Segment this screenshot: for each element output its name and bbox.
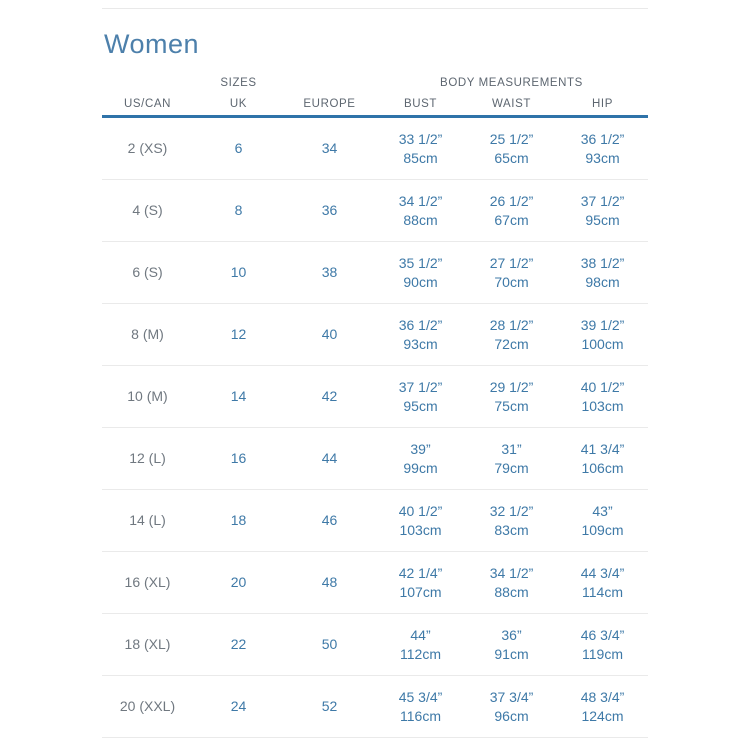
cell-bust (375, 440, 466, 478)
cell-waist (466, 440, 557, 478)
measurement-inches: 34 1/2” (398, 192, 443, 209)
cell-europe: 34 (321, 140, 338, 156)
measurement-inches: 25 1/2” (489, 130, 534, 147)
column-header-waist: WAIST (492, 98, 531, 110)
measurement-cm: 67cm (494, 211, 529, 228)
measurement-inches: 33 1/2” (398, 130, 443, 147)
table-row (102, 366, 648, 428)
measurement-inches: 45 3/4” (398, 688, 443, 705)
measurement-cm: 90cm (403, 273, 438, 290)
cell-bust (375, 378, 466, 416)
measurement-inches: 42 1/4” (398, 564, 443, 581)
cell-europe: 36 (321, 202, 338, 218)
measurement-cm: 124cm (581, 707, 624, 724)
measurement-inches: 32 1/2” (489, 502, 534, 519)
cell-us-can: 10 (M) (127, 388, 168, 404)
table-row (102, 242, 648, 304)
measurement-cm: 98cm (585, 273, 620, 290)
measurement-cm: 88cm (403, 211, 438, 228)
cell-hip (557, 564, 648, 602)
table-group-header-row (102, 77, 648, 93)
measurement-cm: 65cm (494, 149, 529, 166)
women-size-chart-table (102, 77, 648, 738)
cell-uk: 12 (230, 326, 247, 342)
cell-uk: 14 (230, 388, 247, 404)
column-header-bust: BUST (403, 98, 438, 110)
cell-uk: 10 (230, 264, 247, 280)
table-row (102, 490, 648, 552)
measurement-cm: 107cm (399, 583, 442, 600)
cell-us-can: 6 (S) (132, 264, 163, 280)
cell-waist (466, 254, 557, 292)
column-header-uk: UK (229, 98, 248, 110)
cell-us-can: 14 (L) (129, 512, 166, 528)
measurement-cm: 99cm (403, 459, 438, 476)
measurement-cm: 116cm (400, 707, 441, 724)
measurement-inches: 36” (501, 626, 522, 643)
cell-hip (557, 440, 648, 478)
cell-us-can: 16 (XL) (124, 574, 171, 590)
table-row (102, 552, 648, 614)
measurement-inches: 40 1/2” (398, 502, 443, 519)
measurement-cm: 114cm (582, 583, 623, 600)
measurement-cm: 106cm (581, 459, 624, 476)
table-row (102, 180, 648, 242)
measurement-inches: 37 3/4” (489, 688, 534, 705)
cell-europe: 38 (321, 264, 338, 280)
measurement-cm: 100cm (581, 335, 624, 352)
measurement-cm: 72cm (494, 335, 529, 352)
measurement-cm: 103cm (399, 521, 442, 538)
cell-us-can: 8 (M) (131, 326, 164, 342)
cell-bust (375, 688, 466, 726)
cell-hip (557, 688, 648, 726)
table-row (102, 676, 648, 738)
measurement-cm: 93cm (585, 149, 620, 166)
measurement-inches: 39 1/2” (580, 316, 625, 333)
cell-us-can: 4 (S) (132, 202, 163, 218)
cell-bust (375, 502, 466, 540)
cell-hip (557, 192, 648, 230)
measurement-inches: 41 3/4” (580, 440, 625, 457)
cell-waist (466, 626, 557, 664)
measurement-cm: 95cm (585, 211, 620, 228)
cell-uk: 24 (230, 698, 247, 714)
measurement-cm: 96cm (494, 707, 529, 724)
cell-waist (466, 688, 557, 726)
table-body (102, 118, 648, 738)
page-title: Women (104, 29, 200, 59)
measurement-inches: 48 3/4” (580, 688, 625, 705)
cell-bust (375, 254, 466, 292)
cell-hip (557, 502, 648, 540)
cell-europe: 50 (321, 636, 338, 652)
measurement-inches: 43” (592, 502, 613, 519)
measurement-inches: 34 1/2” (489, 564, 534, 581)
size-guide-content (102, 0, 648, 738)
measurement-cm: 75cm (494, 397, 529, 414)
cell-waist (466, 564, 557, 602)
column-header-us-can: US/CAN (123, 98, 172, 110)
cell-waist (466, 378, 557, 416)
cell-europe: 48 (321, 574, 338, 590)
column-header-hip: HIP (592, 98, 613, 110)
measurement-inches: 44 3/4” (580, 564, 625, 581)
cell-bust (375, 192, 466, 230)
cell-hip (557, 378, 648, 416)
measurement-inches: 36 1/2” (580, 130, 625, 147)
group-header-body-measurements: BODY MEASUREMENTS (440, 77, 583, 89)
table-row (102, 614, 648, 676)
cell-europe: 52 (321, 698, 338, 714)
measurement-inches: 38 1/2” (580, 254, 625, 271)
measurement-inches: 26 1/2” (489, 192, 534, 209)
measurement-cm: 91cm (494, 645, 529, 662)
cell-us-can: 2 (XS) (127, 140, 168, 156)
measurement-inches: 31” (501, 440, 522, 457)
cell-us-can: 12 (L) (129, 450, 166, 466)
measurement-inches: 37 1/2” (580, 192, 625, 209)
cell-europe: 42 (321, 388, 338, 404)
cell-bust (375, 626, 466, 664)
cell-bust (375, 130, 466, 168)
cell-uk: 18 (230, 512, 247, 528)
group-header-sizes: SIZES (220, 77, 257, 89)
measurement-cm: 119cm (582, 645, 623, 662)
cell-europe: 46 (321, 512, 338, 528)
cell-hip (557, 130, 648, 168)
column-header-europe: EUROPE (303, 98, 356, 110)
measurement-cm: 88cm (494, 583, 529, 600)
measurement-inches: 46 3/4” (580, 626, 625, 643)
cell-hip (557, 316, 648, 354)
measurement-inches: 44” (410, 626, 431, 643)
measurement-inches: 37 1/2” (398, 378, 443, 395)
measurement-cm: 93cm (403, 335, 438, 352)
measurement-cm: 83cm (494, 521, 529, 538)
measurement-inches: 27 1/2” (489, 254, 534, 271)
cell-uk: 8 (234, 202, 243, 218)
cell-uk: 22 (230, 636, 247, 652)
measurement-cm: 103cm (581, 397, 624, 414)
cell-waist (466, 502, 557, 540)
measurement-cm: 79cm (494, 459, 529, 476)
measurement-cm: 95cm (403, 397, 438, 414)
measurement-inches: 28 1/2” (489, 316, 534, 333)
measurement-cm: 85cm (403, 149, 438, 166)
table-row (102, 428, 648, 490)
cell-europe: 40 (321, 326, 338, 342)
cell-europe: 44 (321, 450, 338, 466)
cell-bust (375, 564, 466, 602)
cell-waist (466, 192, 557, 230)
measurement-inches: 36 1/2” (398, 316, 443, 333)
measurement-cm: 112cm (400, 645, 441, 662)
cell-waist (466, 130, 557, 168)
cell-us-can: 18 (XL) (124, 636, 171, 652)
measurement-inches: 39” (410, 440, 431, 457)
table-column-header-row (102, 93, 648, 115)
cell-hip (557, 626, 648, 664)
cell-uk: 20 (230, 574, 247, 590)
cell-waist (466, 316, 557, 354)
measurement-inches: 29 1/2” (489, 378, 534, 395)
measurement-cm: 109cm (581, 521, 624, 538)
table-row (102, 118, 648, 180)
table-row (102, 304, 648, 366)
cell-bust (375, 316, 466, 354)
top-divider (102, 8, 648, 9)
cell-hip (557, 254, 648, 292)
cell-uk: 16 (230, 450, 247, 466)
cell-us-can: 20 (XXL) (119, 698, 176, 714)
measurement-cm: 70cm (494, 273, 529, 290)
measurement-inches: 40 1/2” (580, 378, 625, 395)
measurement-inches: 35 1/2” (398, 254, 443, 271)
cell-uk: 6 (234, 140, 243, 156)
